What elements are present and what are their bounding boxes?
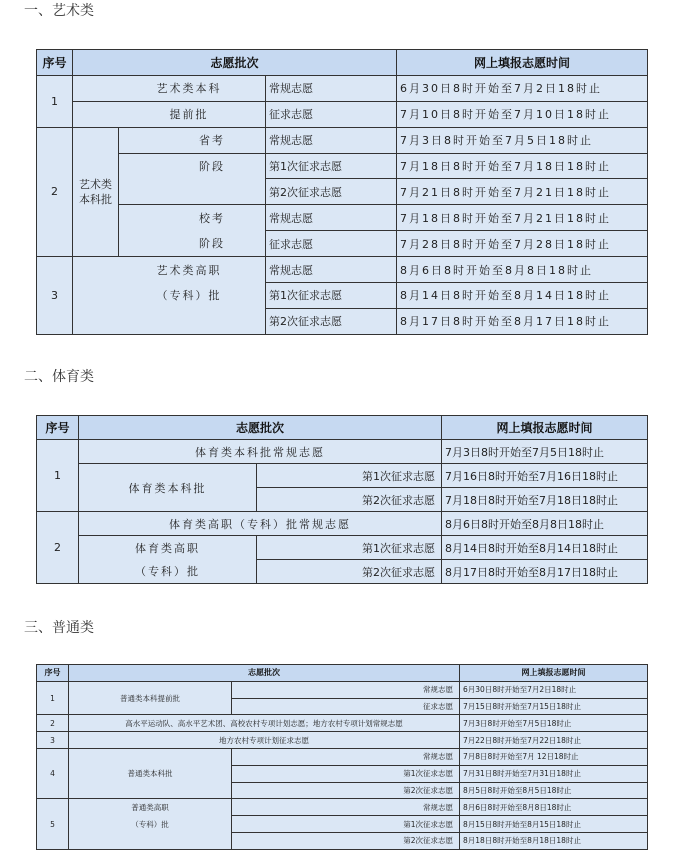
time-cell: 7月22日8时开始至7月22日18时止 (460, 732, 648, 749)
stage-cell: 阶段 (119, 153, 266, 179)
table-row (37, 257, 648, 283)
sub-batch-cell: 征求志愿 (266, 101, 397, 127)
table-row (37, 101, 648, 127)
batch-cell: 提前批 (73, 101, 266, 127)
time-cell: 8月17日8时开始至8月17日18时止 (397, 308, 648, 334)
sub-batch-cell: 第2次征求志愿 (257, 488, 442, 512)
time-cell: 7月16日8时开始至7月16日18时止 (442, 464, 648, 488)
batch-cell: （专科）批 (69, 816, 232, 833)
seq-cell: 2 (37, 127, 73, 256)
table-row (37, 681, 648, 698)
sub-batch-cell: 第1次征求志愿 (266, 283, 397, 309)
table-row (37, 308, 648, 334)
seq-cell: 4 (37, 748, 69, 798)
time-cell: 6月30日8时开始至7月2日18时止 (460, 681, 648, 698)
time-cell: 7月18日8时开始至7月18日18时止 (397, 153, 648, 179)
sub-batch-cell: 第2次征求志愿 (257, 560, 442, 584)
table-row (37, 732, 648, 749)
time-cell: 7月3日8时开始至7月5日18时止 (460, 715, 648, 732)
header-batch: 志愿批次 (73, 50, 397, 76)
seq-cell: 5 (37, 799, 69, 849)
time-cell: 8月6日8时开始至8月8日18时止 (460, 799, 648, 816)
table-row (37, 512, 648, 536)
table-row (37, 127, 648, 153)
table-row (37, 715, 648, 732)
sub-batch-cell: 第1次征求志愿 (266, 153, 397, 179)
sub-batch-cell: 第2次征求志愿 (232, 832, 460, 849)
table-row (37, 560, 648, 584)
batch-cell: 体育类高职 (79, 536, 257, 560)
seq-cell: 2 (37, 715, 69, 732)
sub-batch-cell: 第2次征求志愿 (266, 179, 397, 205)
sports-schedule-table (36, 415, 648, 584)
section-title-art: 一、艺术类 (24, 3, 94, 19)
table-row (37, 231, 648, 257)
table-row (37, 464, 648, 488)
time-cell: 8月15日8时开始至8月15日18时止 (460, 816, 648, 833)
batch-cell: 体育类本科批 (79, 464, 257, 512)
time-cell: 7月8日8时开始至7月 12日18时止 (460, 748, 648, 765)
time-cell: 7月3日8时开始至7月5日18时止 (397, 127, 648, 153)
time-cell: 8月18日8时开始至8月18日18时止 (460, 832, 648, 849)
batch-cell-blank (73, 308, 266, 334)
batch-cell: 体育类本科批常规志愿 (79, 440, 442, 464)
batch-cell: 体育类高职（专科）批常规志愿 (79, 512, 442, 536)
sub-batch-cell: 第1次征求志愿 (232, 765, 460, 782)
batch-cell: 艺术类本科 (73, 75, 266, 101)
time-cell: 7月18日8时开始至7月18日18时止 (442, 488, 648, 512)
seq-cell: 2 (37, 512, 79, 584)
table-row (37, 816, 648, 833)
table-row (37, 205, 648, 231)
sub-batch-cell: 第1次征求志愿 (232, 816, 460, 833)
batch-cell: （专科）批 (79, 560, 257, 584)
seq-cell: 3 (37, 257, 73, 335)
header-time: 网上填报志愿时间 (397, 50, 648, 76)
batch-line: 艺术类 (79, 177, 112, 191)
header-batch: 志愿批次 (79, 416, 442, 440)
art-schedule-table (36, 49, 648, 335)
seq-cell: 3 (37, 732, 69, 749)
header-seq: 序号 (37, 50, 73, 76)
table-row (37, 283, 648, 309)
sub-batch-cell: 常规志愿 (266, 257, 397, 283)
header-batch: 志愿批次 (69, 665, 460, 682)
header-time: 网上填报志愿时间 (442, 416, 648, 440)
sub-batch-cell: 征求志愿 (266, 231, 397, 257)
table-row (37, 75, 648, 101)
time-cell: 8月5日8时开始至8月5日18时止 (460, 782, 648, 799)
batch-cell-blank (69, 832, 232, 849)
batch-cell: 普通类本科提前批 (69, 681, 232, 715)
table-row (37, 536, 648, 560)
sub-batch-cell: 第2次征求志愿 (266, 308, 397, 334)
table-row (37, 799, 648, 816)
sub-batch-cell: 常规志愿 (232, 799, 460, 816)
batch-cell: （专科）批 (73, 283, 266, 309)
table-header-row (37, 50, 648, 76)
sub-batch-cell: 常规志愿 (266, 127, 397, 153)
table-row (37, 153, 648, 179)
time-cell: 8月14日8时开始至8月14日18时止 (442, 536, 648, 560)
general-schedule-table (36, 664, 648, 850)
stage-cell: 省考 (119, 127, 266, 153)
sub-batch-cell: 常规志愿 (232, 681, 460, 698)
header-seq: 序号 (37, 416, 79, 440)
sub-batch-cell: 常规志愿 (266, 75, 397, 101)
batch-cell: 普通类本科批 (69, 748, 232, 798)
time-cell: 7月18日8时开始至7月21日18时止 (397, 205, 648, 231)
sub-batch-cell: 第1次征求志愿 (257, 536, 442, 560)
batch-cell (73, 127, 119, 256)
batch-cell: 地方农村专项计划征求志愿 (69, 732, 460, 749)
sub-batch-cell: 第1次征求志愿 (257, 464, 442, 488)
time-cell: 7月31日8时开始至7月31日18时止 (460, 765, 648, 782)
batch-line: 本科批 (79, 192, 112, 206)
seq-cell: 1 (37, 75, 73, 127)
batch-cell: 普通类高职 (69, 799, 232, 816)
table-header-row (37, 665, 648, 682)
seq-cell: 1 (37, 440, 79, 512)
time-cell: 8月14日8时开始至8月14日18时止 (397, 283, 648, 309)
sub-batch-cell: 第2次征求志愿 (232, 782, 460, 799)
section-title-sports: 二、体育类 (24, 369, 94, 385)
table-header-row (37, 416, 648, 440)
batch-cell: 高水平运动队、高水平艺术团、高校农村专项计划志愿；地方农村专项计划常规志愿 (69, 715, 460, 732)
section-title-general: 三、普通类 (24, 620, 94, 636)
time-cell: 8月6日8时开始至8月8日18时止 (442, 512, 648, 536)
time-cell: 8月6日8时开始至8月8日18时止 (397, 257, 648, 283)
seq-cell: 1 (37, 681, 69, 715)
stage-cell-blank (119, 179, 266, 205)
time-cell: 7月15日8时开始至7月15日18时止 (460, 698, 648, 715)
table-row (37, 832, 648, 849)
time-cell: 7月28日8时开始至7月28日18时止 (397, 231, 648, 257)
header-time: 网上填报志愿时间 (460, 665, 648, 682)
table-row (37, 748, 648, 765)
sub-batch-cell: 常规志愿 (232, 748, 460, 765)
sub-batch-cell: 常规志愿 (266, 205, 397, 231)
stage-cell: 阶段 (119, 231, 266, 257)
time-cell: 7月3日8时开始至7月5日18时止 (442, 440, 648, 464)
table-row (37, 179, 648, 205)
sub-batch-cell: 征求志愿 (232, 698, 460, 715)
time-cell: 6月30日8时开始至7月2日18时止 (397, 75, 648, 101)
stage-cell: 校考 (119, 205, 266, 231)
time-cell: 7月10日8时开始至7月10日18时止 (397, 101, 648, 127)
table-row (37, 440, 648, 464)
batch-cell: 艺术类高职 (73, 257, 266, 283)
time-cell: 8月17日8时开始至8月17日18时止 (442, 560, 648, 584)
time-cell: 7月21日8时开始至7月21日18时止 (397, 179, 648, 205)
header-seq: 序号 (37, 665, 69, 682)
